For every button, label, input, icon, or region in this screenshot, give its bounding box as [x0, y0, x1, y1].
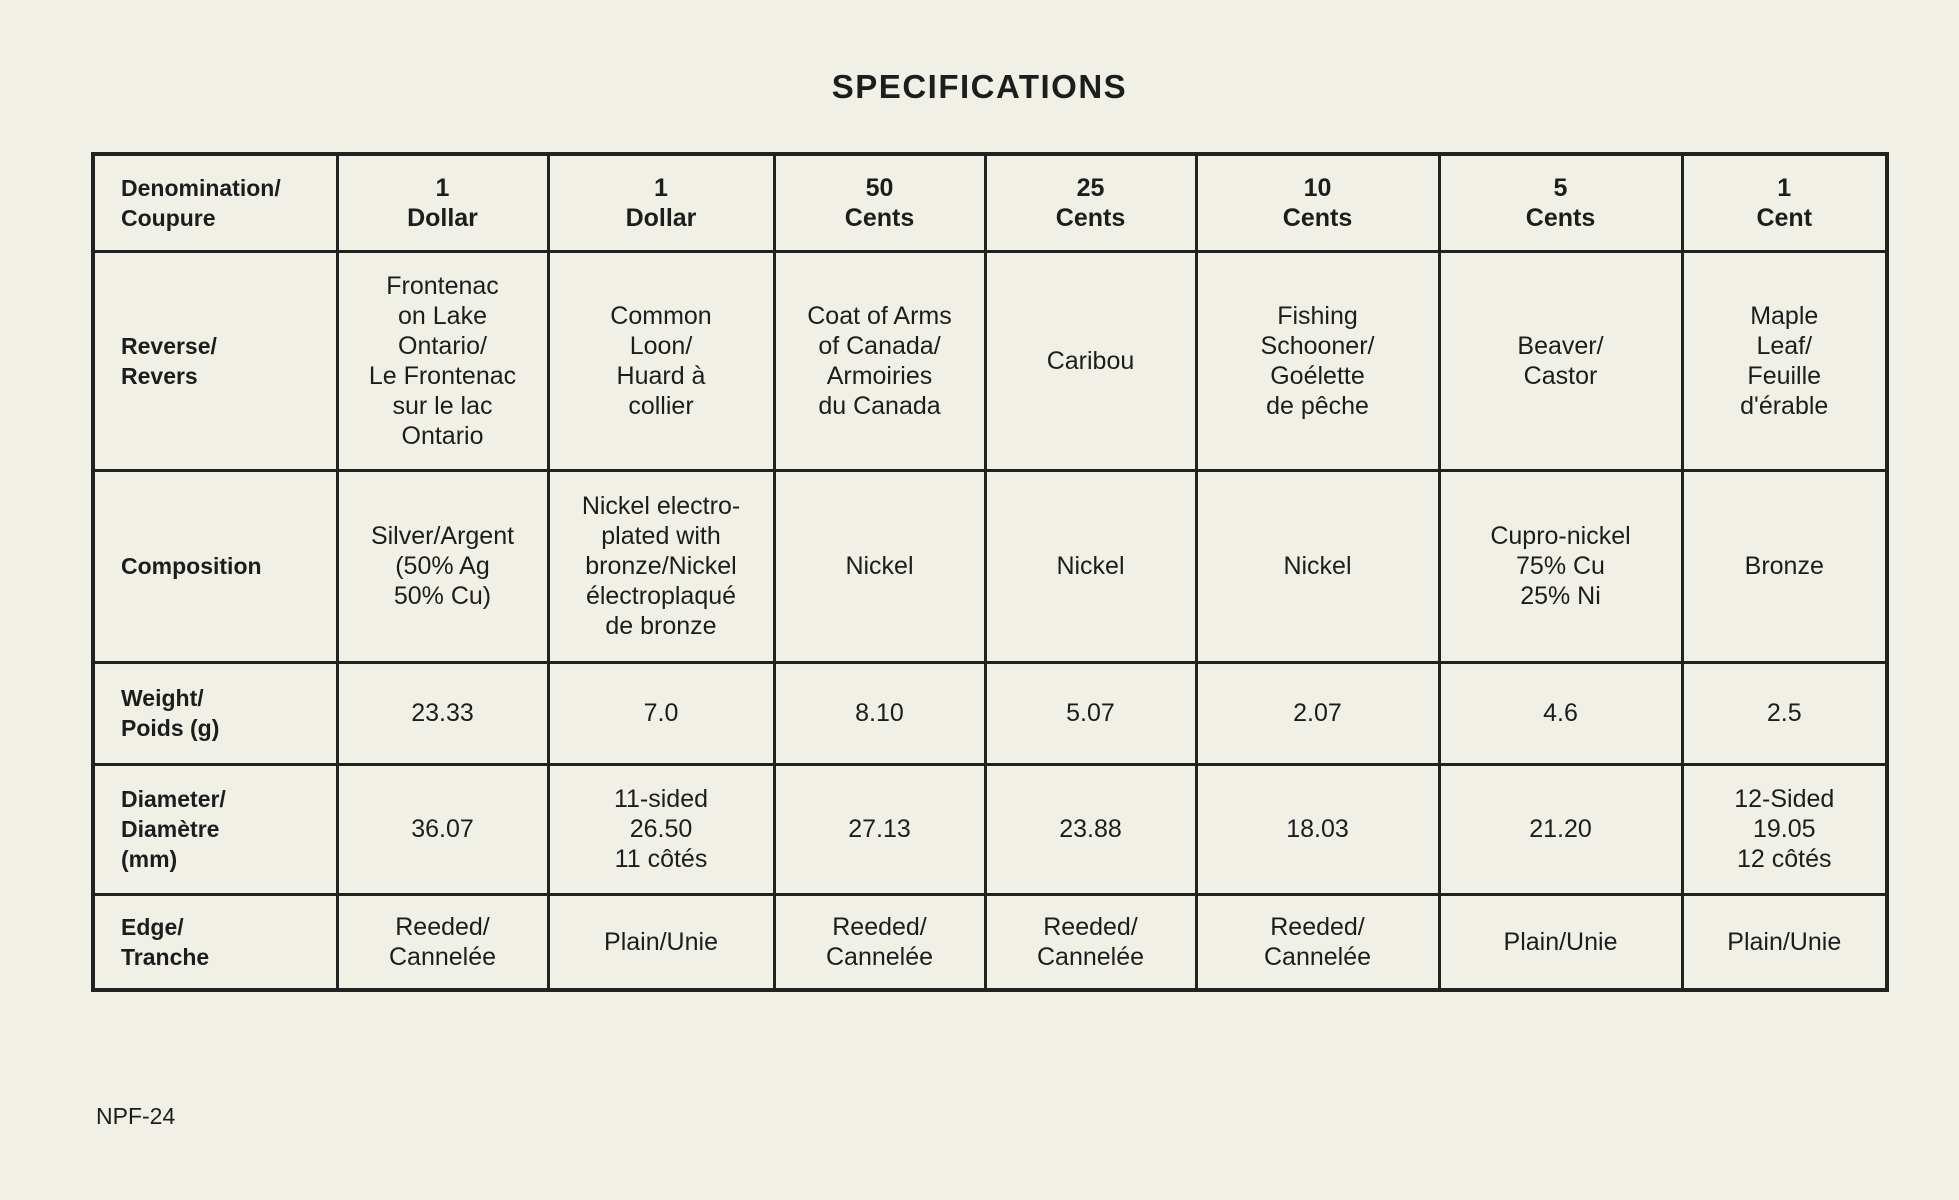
denomination-cell: 1 Cent — [1682, 154, 1887, 251]
table-cell: Plain/Unie — [548, 894, 774, 990]
table-cell: Plain/Unie — [1439, 894, 1682, 990]
table-cell: Reeded/ Cannelée — [337, 894, 548, 990]
table-cell: Nickel — [1196, 470, 1439, 662]
table-cell: Common Loon/ Huard à collier — [548, 251, 774, 470]
row-label-denomination: Denomination/ Coupure — [93, 154, 337, 251]
table-cell: 7.0 — [548, 662, 774, 764]
table-cell: 8.10 — [774, 662, 985, 764]
table-cell: 11-sided 26.50 11 côtés — [548, 764, 774, 894]
table-cell: Silver/Argent (50% Ag 50% Cu) — [337, 470, 548, 662]
table-cell: 36.07 — [337, 764, 548, 894]
edge-row — [93, 894, 1887, 990]
row-label-composition: Composition — [93, 470, 337, 662]
denomination-cell: 1 Dollar — [337, 154, 548, 251]
table-cell: 2.07 — [1196, 662, 1439, 764]
denomination-cell: 5 Cents — [1439, 154, 1682, 251]
table-cell: 27.13 — [774, 764, 985, 894]
table-cell: 5.07 — [985, 662, 1196, 764]
denomination-cell: 25 Cents — [985, 154, 1196, 251]
row-label-edge: Edge/ Tranche — [93, 894, 337, 990]
table-cell: Bronze — [1682, 470, 1887, 662]
page-code: NPF-24 — [96, 1103, 176, 1129]
table-cell: Frontenac on Lake Ontario/ Le Frontenac sur le lac Ontario — [337, 251, 548, 470]
table-cell: Nickel — [774, 470, 985, 662]
table-cell: Maple Leaf/ Feuille d'érable — [1682, 251, 1887, 470]
table-cell: Cupro-nickel 75% Cu 25% Ni — [1439, 470, 1682, 662]
table-cell: Nickel — [985, 470, 1196, 662]
table-cell: 23.33 — [337, 662, 548, 764]
table-cell: Coat of Arms of Canada/ Armoiries du Canada — [774, 251, 985, 470]
table-cell: Plain/Unie — [1682, 894, 1887, 990]
row-label-diameter: Diameter/ Diamètre (mm) — [93, 764, 337, 894]
table-cell: Caribou — [985, 251, 1196, 470]
table-cell: 4.6 — [1439, 662, 1682, 764]
table-cell: 12-Sided 19.05 12 côtés — [1682, 764, 1887, 894]
row-label-weight: Weight/ Poids (g) — [93, 662, 337, 764]
row-label-reverse: Reverse/ Revers — [93, 251, 337, 470]
table-cell: 2.5 — [1682, 662, 1887, 764]
table-cell: Reeded/ Cannelée — [1196, 894, 1439, 990]
table-cell: 23.88 — [985, 764, 1196, 894]
table-cell: 21.20 — [1439, 764, 1682, 894]
table-cell: Fishing Schooner/ Goélette de pêche — [1196, 251, 1439, 470]
table-cell: Reeded/ Cannelée — [774, 894, 985, 990]
denomination-cell: 50 Cents — [774, 154, 985, 251]
table-cell: 18.03 — [1196, 764, 1439, 894]
composition-row — [93, 470, 1887, 662]
denomination-cell: 1 Dollar — [548, 154, 774, 251]
table-cell: Reeded/ Cannelée — [985, 894, 1196, 990]
reverse-row — [93, 251, 1887, 470]
table-cell: Nickel electro- plated with bronze/Nickel électroplaqué de bronze — [548, 470, 774, 662]
diameter-row — [93, 764, 1887, 894]
denomination-cell: 10 Cents — [1196, 154, 1439, 251]
specifications-table — [91, 152, 1889, 992]
page-title: SPECIFICATIONS — [831, 68, 1128, 105]
weight-row — [93, 662, 1887, 764]
denomination-row — [93, 154, 1887, 251]
table-cell: Beaver/ Castor — [1439, 251, 1682, 470]
